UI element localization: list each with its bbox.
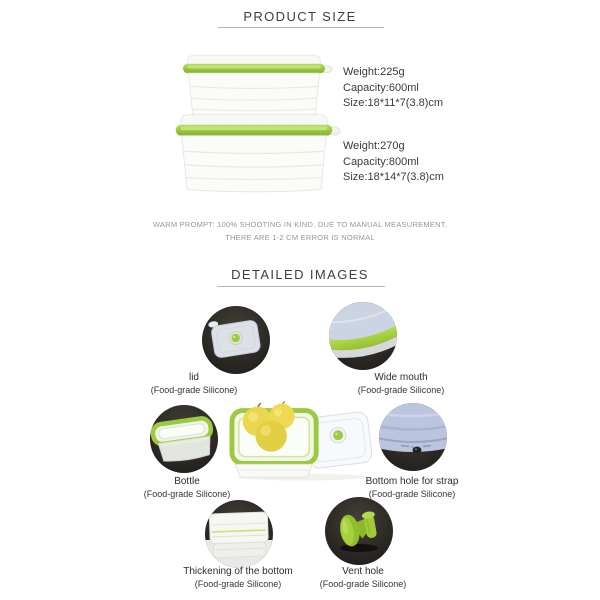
warm-prompt-line1: WARM PROMPT: 100% SHOOTING IN KIND, DUE TO MANUAL MEASUREMENT,	[152, 220, 448, 229]
spec-600ml	[343, 65, 443, 112]
detail-photo-bottle	[150, 405, 218, 473]
detailed-images-title: DETAILED IMAGES	[231, 267, 369, 282]
warm-prompt-line2: THERE ARE 1-2 CM ERROR IS NORMAL	[225, 232, 375, 242]
spec-capacity: Capacity:600ml	[343, 81, 419, 94]
detail-subtitle: (Food-grade Silicone)	[194, 579, 282, 589]
spec-weight: Weight:270g	[343, 140, 405, 152]
spec-weight: Weight:225g	[343, 66, 405, 78]
detail-title: lid	[188, 372, 199, 383]
product-photo-800ml	[167, 111, 341, 195]
detail-title: Bottom hole for strap	[365, 476, 459, 487]
detail-photo-wide-mouth	[329, 302, 397, 370]
detail-label-bottom-hole	[332, 476, 492, 500]
center-photo-container-fruit	[225, 389, 377, 482]
detail-label-lid	[124, 372, 264, 396]
detail-subtitle: (Food-grade Silicone)	[319, 579, 407, 589]
detail-title: Wide mouth	[374, 372, 428, 383]
product-size-title: PRODUCT SIZE	[243, 9, 357, 24]
detail-photo-lid	[202, 306, 270, 374]
spec-size: Size:18*14*7(3.8)cm	[343, 171, 444, 183]
detail-label-wide-mouth	[331, 372, 471, 396]
detail-subtitle: (Food-grade Silicone)	[368, 489, 456, 499]
detail-title: Vent hole	[342, 566, 384, 577]
warm-prompt	[130, 219, 470, 244]
detail-photo-vent-hole	[325, 497, 393, 565]
product-size-underline	[218, 27, 384, 28]
detail-subtitle: (Food-grade Silicone)	[143, 489, 231, 499]
detail-subtitle: (Food-grade Silicone)	[357, 385, 445, 395]
spec-size: Size:18*11*7(3.8)cm	[343, 97, 444, 109]
detail-label-bottle	[117, 476, 257, 500]
detail-photo-thick-bottom	[205, 500, 273, 568]
detail-photo-bottom-hole	[379, 403, 447, 471]
spec-800ml	[343, 139, 444, 186]
detailed-images-underline	[217, 286, 385, 287]
detail-title: Bottle	[174, 476, 200, 487]
detail-subtitle: (Food-grade Silicone)	[150, 385, 238, 395]
spec-capacity: Capacity:800ml	[343, 155, 419, 168]
detail-title: Thickening of the bottom	[183, 566, 293, 577]
detail-label-vent-hole	[288, 566, 438, 590]
